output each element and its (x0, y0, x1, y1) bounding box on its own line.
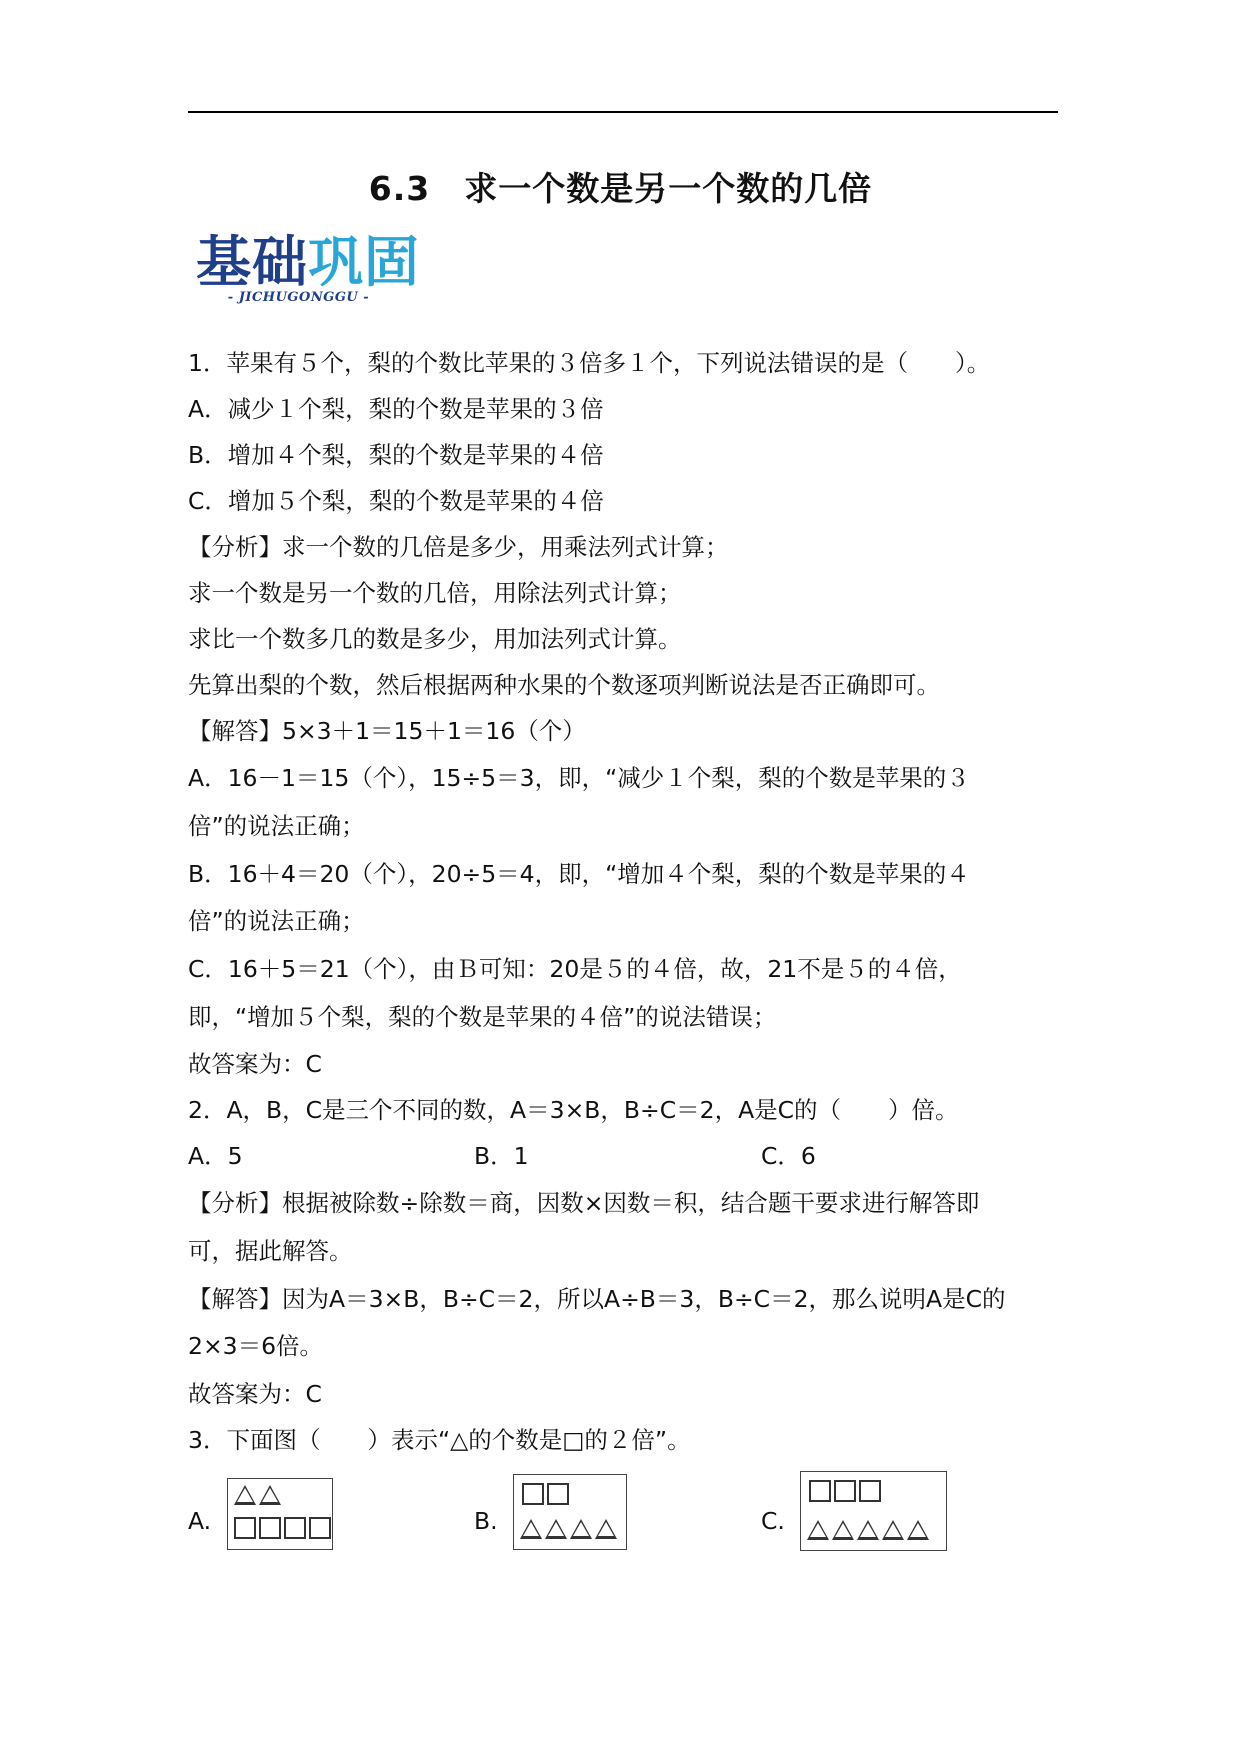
logo-text (196, 232, 420, 292)
q3-option-b-label: B. (474, 1507, 498, 1535)
q3-stem: 3．下面图（ ）表示“△的个数是□的２倍”。 (188, 1426, 691, 1454)
q1-analysis-3: 求比一个数多几的数是多少，用加法列式计算。 (188, 625, 682, 653)
square-icon (859, 1480, 881, 1502)
triangle-icon (595, 1519, 617, 1539)
q1-analysis-4: 先算出梨的个数，然后根据两种水果的个数逐项判断说法是否正确即可。 (188, 671, 940, 699)
q2-analysis-1: 【分析】根据被除数÷除数＝商，因数×因数＝积，结合题干要求进行解答即 (188, 1189, 980, 1217)
triangle-icon (832, 1520, 854, 1540)
square-icon (259, 1517, 281, 1539)
q1-solution-7: 即，“增加５个梨，梨的个数是苹果的４倍”的说法错误； (188, 1003, 777, 1031)
q2-option-b: B．1 (474, 1142, 529, 1170)
q1-option-a: A．减少１个梨，梨的个数是苹果的３倍 (188, 395, 604, 423)
triangle-icon (882, 1520, 904, 1540)
triangle-icon (857, 1520, 879, 1540)
square-row (809, 1480, 881, 1502)
q1-solution-3: 倍”的说法正确； (188, 812, 365, 840)
logo-text-part2: 巩固 (308, 230, 421, 294)
q3-figure-c (800, 1471, 947, 1551)
q3-option-a-label: A. (188, 1507, 212, 1535)
square-icon (809, 1480, 831, 1502)
triangle-icon (259, 1485, 281, 1505)
page-title: 6.3 求一个数是另一个数的几倍 (368, 169, 873, 208)
triangle-row (520, 1519, 617, 1539)
square-icon (284, 1517, 306, 1539)
q2-option-c: C．6 (761, 1142, 816, 1170)
q2-option-a: A．5 (188, 1142, 243, 1170)
triangle-icon (570, 1519, 592, 1539)
q1-solution-6: C．16＋5＝21（个），由Ｂ可知：20是５的４倍，故，21不是５的４倍， (188, 955, 962, 983)
square-icon (547, 1483, 569, 1505)
square-row (522, 1483, 569, 1505)
q1-solution-4: B．16＋4＝20（个），20÷5＝4，即，“增加４个梨，梨的个数是苹果的４ (188, 860, 970, 888)
q1-solution-5: 倍”的说法正确； (188, 907, 365, 935)
triangle-row (234, 1485, 281, 1505)
q1-solution-2: A．16－1＝15（个），15÷5＝3，即，“减少１个梨，梨的个数是苹果的３ (188, 764, 970, 792)
q1-answer: 故答案为：C (188, 1050, 322, 1078)
q1-analysis-2: 求一个数是另一个数的几倍，用除法列式计算； (188, 579, 682, 607)
square-icon (234, 1517, 256, 1539)
triangle-icon (234, 1485, 256, 1505)
logo-text-part1: 基础 (196, 230, 309, 294)
q1-option-c: C．增加５个梨，梨的个数是苹果的４倍 (188, 487, 604, 515)
square-icon (309, 1517, 331, 1539)
q2-solution-2: 2×3＝6倍。 (188, 1332, 324, 1360)
section-logo (196, 230, 421, 312)
logo-subtitle: - JICHUGONGGU - (227, 290, 370, 305)
q3-figure-b (513, 1474, 627, 1550)
q3-option-c-label: C. (761, 1507, 785, 1535)
q2-solution-1: 【解答】因为A＝3×B，B÷C＝2，所以A÷B＝3，B÷C＝2，那么说明A是C的 (188, 1285, 1006, 1313)
triangle-icon (807, 1520, 829, 1540)
q1-solution-1: 【解答】5×3＋1＝15＋1＝16（个） (188, 717, 586, 745)
triangle-icon (907, 1520, 929, 1540)
q1-analysis-1: 【分析】求一个数的几倍是多少，用乘法列式计算； (188, 533, 729, 561)
q2-answer: 故答案为：C (188, 1380, 322, 1408)
q2-analysis-2: 可，据此解答。 (188, 1237, 353, 1265)
header-rule (188, 111, 1058, 113)
triangle-row (807, 1520, 929, 1540)
q3-figure-a (227, 1478, 333, 1550)
q1-stem: 1．苹果有５个，梨的个数比苹果的３倍多１个，下列说法错误的是（ ）。 (188, 349, 991, 377)
triangle-icon (520, 1519, 542, 1539)
square-icon (522, 1483, 544, 1505)
q2-stem: 2．A，B，C是三个不同的数，A＝3×B，B÷C＝2，A是C的（ ）倍。 (188, 1096, 959, 1124)
q1-option-b: B．增加４个梨，梨的个数是苹果的４倍 (188, 441, 604, 469)
square-row (234, 1517, 331, 1539)
triangle-icon (545, 1519, 567, 1539)
square-icon (834, 1480, 856, 1502)
